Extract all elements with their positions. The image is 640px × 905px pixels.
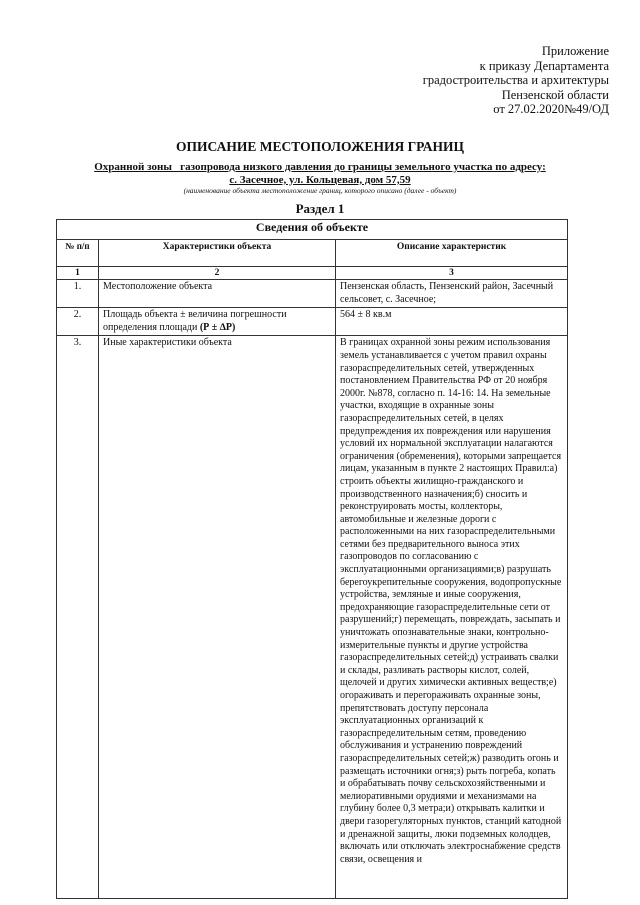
object-info-table: [56, 219, 568, 899]
characteristic-text: Площадь объекта ± величина погрешности определения площади: [103, 309, 287, 333]
row-description: В границах охранной зоны режим использования земель устанавливается с учетом правил охраны газораспределительных сетей, утвержденных постановлением Правительства РФ от 20 ноября 2000г. №878, согласно п. 14-16: 14. На земельные участки, входящие в охранные зоны газораспределительных сетей, в целях предупреждения их повреждения или нарушения условий их нормальной эксплуатации налагаются ограничения (обременения), которыми запрещается лицам, указанным в пункте 2 настоящих Правил:а) строить объекты жилищно-гражданского и производственного назначения;б) сносить и реконструировать мосты, коллекторы, автомобильные и железные дороги с расположенными на них газораспределительными сетями без предварительного выноса этих газопроводов по согласованию с эксплуатационными организациями;в) разрушать берегоукрепительные сооружения, водопропускные устройства, земляные и иные сооружения, предохраняющие газораспределительные сети от разрушений;г) перемещать, повреждать, засыпать и уничтожать опознавательные знаки, контрольно-измерительные пункты и другие устройства газораспределительных сетей;д) устраивать свалки и склады, разливать растворы кислот, солей, щелочей и других химически активных веществ;е) огораживать и перегораживать охранные зоны, препятствовать доступу персонала эксплуатационных организаций к газораспределительным сетям, проведению обслуживания и устранению повреждений газораспределительных сетей;ж) разводить огонь и размещать источники огня;з) рыть погреба, копать и обрабатывать почву сельскохозяйственными и мелиоративными орудиями и механизмами на глубину более 0,3 метра;и) открывать калитки и двери газорегуляторных пунктов, станций катодной и дренажной защиты, люки подземных колодцев, включать или отключать электроснабжение средств связи, освещения и: [336, 336, 568, 899]
row-num: 2.: [57, 308, 99, 336]
header-characteristic: Характеристики объекта: [99, 240, 336, 267]
table-caption: Сведения об объекте: [57, 220, 568, 240]
row-num: 1.: [57, 280, 99, 308]
object-name-line: с. Засечное, ул. Кольцевая, дом 57,59: [229, 173, 411, 186]
appendix-line: к приказу Департамента: [479, 58, 609, 73]
document-title: ОПИСАНИЕ МЕСТОПОЛОЖЕНИЯ ГРАНИЦ: [176, 139, 464, 154]
index-cell: 2: [99, 267, 336, 280]
row-characteristic: [99, 308, 336, 336]
object-name: [0, 161, 640, 186]
row-description: Пензенская область, Пензенский район, Засечный сельсовет, с. Засечное;: [336, 280, 568, 308]
table-row: [57, 336, 568, 899]
appendix-header: [423, 44, 609, 117]
appendix-line: градостроительства и архитектуры: [422, 73, 609, 88]
characteristic-formula: (Р ± ∆Р): [199, 321, 236, 333]
row-description: 564 ± 8 кв.м: [336, 308, 568, 336]
table-row: [57, 280, 568, 308]
row-characteristic: Местоположение объекта: [99, 280, 336, 308]
index-cell: 3: [336, 267, 568, 280]
table-row: [57, 308, 568, 336]
header-description: Описание характеристик: [336, 240, 568, 267]
object-caption: (наименование объекта местоположение границ, которого описано (далее - объект): [183, 186, 457, 195]
appendix-line: Пензенской области: [501, 87, 609, 102]
appendix-line: от 27.02.2020№49/ОД: [493, 102, 609, 117]
table-index-row: [57, 267, 568, 280]
appendix-line: Приложение: [541, 44, 609, 58]
index-cell: 1: [57, 267, 99, 280]
row-characteristic: Иные характеристики объекта: [99, 336, 336, 899]
object-name-line: Охранной зоны газопровода низкого давления до границы земельного участка по адресу:: [94, 161, 546, 173]
row-num: 3.: [57, 336, 99, 899]
header-num: № п/п: [57, 240, 99, 267]
table-header-row: [57, 240, 568, 267]
section-title: Раздел 1: [295, 201, 345, 216]
